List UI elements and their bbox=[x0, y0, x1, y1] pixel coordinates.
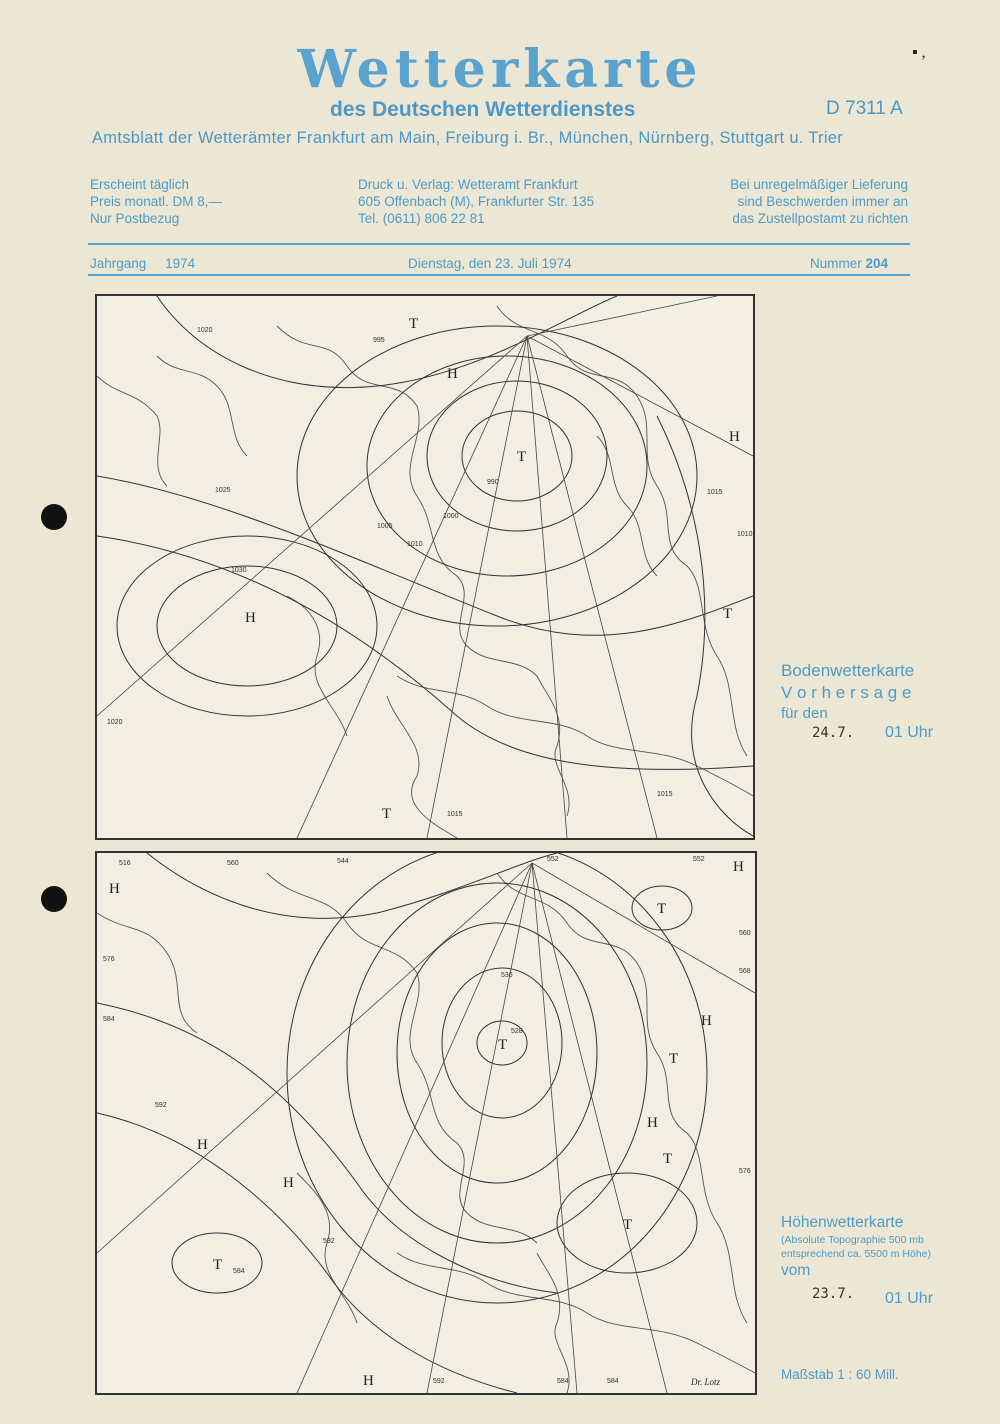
isobar-value: 1025 bbox=[215, 487, 231, 494]
isobar-value: 990 bbox=[487, 479, 499, 486]
contour-value: 552 bbox=[693, 856, 705, 863]
isobar-value: 1030 bbox=[231, 567, 247, 574]
map2-caption-subtitle: (Absolute Topographie 500 mb bbox=[781, 1234, 924, 1246]
contour-value: 552 bbox=[547, 856, 559, 863]
map1-caption-subtitle: V o r h e r s a g e bbox=[781, 683, 912, 702]
upper-air-map-svg bbox=[97, 853, 755, 1393]
isobar-value: 1020 bbox=[107, 719, 123, 726]
contour-value: 592 bbox=[323, 1238, 335, 1245]
info-line: Tel. (0611) 806 22 81 bbox=[358, 211, 485, 226]
punch-hole bbox=[41, 504, 67, 530]
map2-caption-note: entsprechend ca. 5500 m Höhe) bbox=[781, 1248, 932, 1260]
contour-value: 584 bbox=[233, 1268, 245, 1275]
isobar-value: 1000 bbox=[443, 513, 459, 520]
high-center-label: H bbox=[733, 859, 744, 875]
low-center-label: T bbox=[669, 1051, 679, 1067]
publication-code: D 7311 A bbox=[826, 98, 903, 119]
pressure-centers bbox=[109, 859, 744, 1389]
header-rule-top bbox=[88, 243, 910, 245]
map1-caption-for: für den bbox=[781, 705, 828, 722]
contour-value: 536 bbox=[501, 972, 513, 979]
contour-value: 584 bbox=[607, 1378, 619, 1385]
info-line: Erscheint täglich bbox=[90, 177, 190, 192]
contour-value: 528 bbox=[511, 1028, 523, 1035]
map-signature: Dr. Lotz bbox=[691, 1377, 721, 1387]
high-center-label: H bbox=[701, 1013, 712, 1029]
coastlines bbox=[97, 306, 753, 838]
info-line: Nur Postbezug bbox=[90, 211, 180, 226]
isobar-values bbox=[107, 327, 753, 818]
map1-time: 01 Uhr bbox=[885, 724, 934, 741]
high-center-label: H bbox=[197, 1137, 208, 1153]
contour-value: 592 bbox=[433, 1378, 445, 1385]
info-line: sind Beschwerden immer an bbox=[737, 194, 908, 209]
issue-date: Dienstag, den 23. Juli 1974 bbox=[408, 256, 572, 271]
jahrgang-label: Jahrgang bbox=[90, 256, 147, 271]
low-center-label: T bbox=[623, 1217, 633, 1233]
newspaper-title: Wetterkarte bbox=[297, 39, 703, 100]
contour-value: 584 bbox=[103, 1016, 115, 1023]
map2-caption-vom: vom bbox=[781, 1262, 811, 1279]
high-center-label: H bbox=[363, 1373, 374, 1389]
contour-value: 576 bbox=[103, 956, 115, 963]
issue-number bbox=[810, 256, 888, 271]
info-line: Preis monatl. DM 8,— bbox=[90, 194, 223, 209]
low-center-label: T bbox=[409, 316, 419, 332]
contour-value: 560 bbox=[227, 860, 239, 867]
pressure-centers bbox=[245, 316, 740, 822]
delivery-info bbox=[712, 176, 908, 227]
high-center-label: H bbox=[729, 429, 740, 445]
surface-map-svg bbox=[97, 296, 753, 838]
punch-hole bbox=[41, 886, 67, 912]
low-center-label: T bbox=[723, 606, 733, 622]
nummer-label: Nummer bbox=[810, 256, 862, 271]
jahrgang-value: 1974 bbox=[165, 256, 196, 271]
map-scale: Maßstab 1 : 60 Mill. bbox=[781, 1367, 899, 1382]
low-center-label: T bbox=[517, 449, 527, 465]
isobar-value: 1010 bbox=[737, 531, 753, 538]
contour-value: 544 bbox=[337, 858, 349, 865]
info-line: 605 Offenbach (M), Frankfurter Str. 135 bbox=[358, 194, 595, 209]
isobar-value: 1015 bbox=[707, 489, 723, 496]
amtsblatt-line: Amtsblatt der Wetterämter Frankfurt am Main, Freiburg i. Br., München, Nürnberg, Stuttgart u. Trier bbox=[92, 129, 844, 147]
high-center-label: H bbox=[647, 1115, 658, 1131]
contour-value: 560 bbox=[739, 930, 751, 937]
low-center-label: T bbox=[382, 806, 392, 822]
isobar-value: 1010 bbox=[407, 541, 423, 548]
low-center-label: T bbox=[498, 1037, 508, 1053]
map1-date: 24.7. bbox=[812, 725, 855, 741]
map2-date: 23.7. bbox=[812, 1286, 855, 1302]
isobars bbox=[97, 296, 753, 836]
low-center-label: T bbox=[657, 901, 667, 917]
info-line: Bei unregelmäßiger Lieferung bbox=[730, 177, 908, 192]
header-rule-bottom bbox=[88, 274, 910, 276]
contour-value: 568 bbox=[739, 968, 751, 975]
high-center-label: H bbox=[283, 1175, 294, 1191]
high-center-label: H bbox=[245, 610, 256, 626]
height-contours bbox=[97, 853, 707, 1393]
publisher-info bbox=[358, 176, 594, 227]
publisher-subtitle: des Deutschen Wetterdienstes bbox=[330, 98, 636, 121]
info-line: Druck u. Verlag: Wetteramt Frankfurt bbox=[358, 177, 578, 192]
low-center-label: T bbox=[663, 1151, 673, 1167]
subscription-info bbox=[90, 176, 222, 227]
contour-value: 584 bbox=[557, 1378, 569, 1385]
high-center-label: H bbox=[109, 881, 120, 897]
map1-caption-title: Bodenwetterkarte bbox=[781, 661, 915, 680]
isobar-value: 1020 bbox=[197, 327, 213, 334]
coastlines bbox=[97, 873, 755, 1393]
upper-air-map bbox=[95, 851, 757, 1395]
isobar-value: 1005 bbox=[377, 523, 393, 530]
info-line: das Zustellpostamt zu richten bbox=[732, 211, 908, 226]
contour-value: 576 bbox=[739, 1168, 751, 1175]
high-center-label: H bbox=[447, 366, 458, 382]
surface-forecast-map bbox=[95, 294, 755, 840]
margin-mark: ▪ , bbox=[912, 44, 926, 61]
map2-time: 01 Uhr bbox=[885, 1290, 934, 1307]
isobar-value: 1015 bbox=[657, 791, 673, 798]
low-center-label: T bbox=[213, 1257, 223, 1273]
contour-value: 516 bbox=[119, 860, 131, 867]
map2-caption-title: Höhenwetterkarte bbox=[781, 1214, 904, 1231]
isobar-value: 1015 bbox=[447, 811, 463, 818]
jahrgang bbox=[90, 256, 195, 271]
nummer-value: 204 bbox=[865, 256, 889, 271]
contour-value: 592 bbox=[155, 1102, 167, 1109]
isobar-value: 995 bbox=[373, 337, 385, 344]
